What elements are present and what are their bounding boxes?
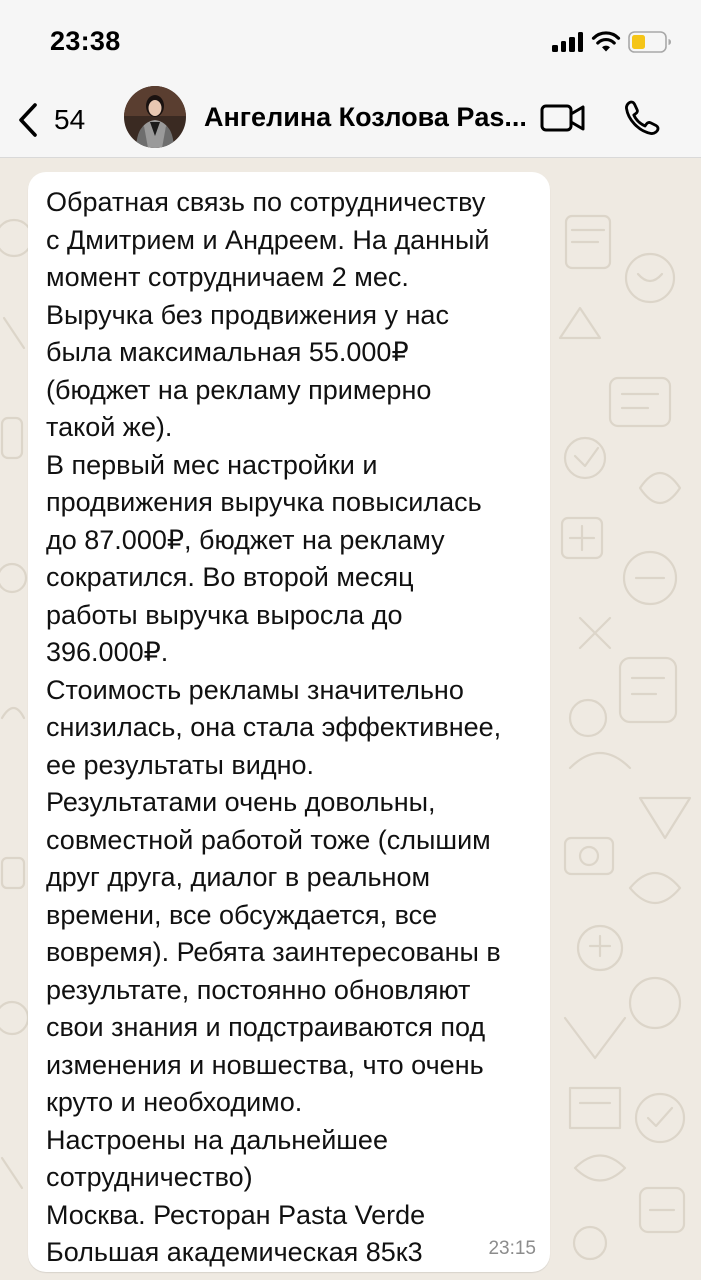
message-line: до 87.000₽, бюджет на рекламу	[46, 524, 445, 555]
back-button[interactable]	[16, 100, 85, 140]
message-line: снизилась, она стала эффективнее,	[46, 712, 502, 742]
message-text	[46, 184, 546, 1272]
phone-icon[interactable]	[622, 98, 662, 138]
message-line: (бюджет на рекламу примерно	[46, 374, 432, 405]
message-line: Результатами очень довольны,	[46, 787, 436, 817]
top-bar	[0, 0, 701, 158]
message-line: результате, постоянно обновляют	[46, 974, 471, 1005]
message-line: ее результаты видно.	[46, 749, 315, 780]
video-camera-icon[interactable]	[539, 100, 587, 136]
message-line: свои знания и подстраиваются под	[46, 1012, 486, 1042]
message-line: изменения и новшества, что очень	[46, 1049, 484, 1080]
message-timestamp: 23:15	[488, 1238, 536, 1259]
message-line: вовремя). Ребята заинтересованы в	[46, 937, 501, 967]
message-line: с Дмитрием и Андреем. На данный	[46, 224, 490, 255]
message-line: Москва. Ресторан Pasta Verde	[46, 1199, 426, 1230]
message-line: была максимальная 55.000₽	[46, 337, 409, 367]
avatar[interactable]	[124, 86, 186, 148]
message-line: продвижения выручка повысилась	[46, 487, 482, 517]
message-line: В первый мес настройки и	[46, 449, 378, 480]
message-line: совместной работой тоже (слышим	[46, 824, 491, 855]
message-line: Стоимость рекламы значительно	[46, 674, 464, 705]
message-line: сотрудничество)	[46, 1162, 253, 1192]
message-line: такой же).	[46, 412, 173, 442]
message-line: Выручка без продвижения у нас	[46, 299, 449, 330]
chevron-left-icon	[16, 102, 40, 138]
message-line: Большая академическая 85к3	[46, 1237, 423, 1267]
message-line: Обратная связь по сотрудничеству	[46, 187, 486, 217]
message-line: 396.000₽.	[46, 637, 169, 667]
status-time: 23:38	[50, 26, 121, 56]
message-line: сократился. Во второй месяц	[46, 562, 414, 592]
message-line: работы выручка выросла до	[46, 599, 403, 630]
wifi-icon	[591, 30, 621, 54]
message-line: Настроены на дальнейшее	[46, 1124, 388, 1155]
cellular-signal-icon	[552, 32, 584, 52]
contact-name[interactable]: Ангелина Козлова Pas...	[204, 102, 527, 132]
message-line: круто и необходимо.	[46, 1087, 303, 1117]
unread-count: 54	[54, 104, 86, 135]
message-line: друг друга, диалог в реальном	[46, 862, 431, 892]
message-bubble[interactable]	[28, 172, 550, 1272]
battery-icon	[628, 31, 672, 53]
message-line: момент сотрудничаем 2 мес.	[46, 262, 409, 292]
message-line: времени, все обсуждается, все	[46, 899, 438, 930]
